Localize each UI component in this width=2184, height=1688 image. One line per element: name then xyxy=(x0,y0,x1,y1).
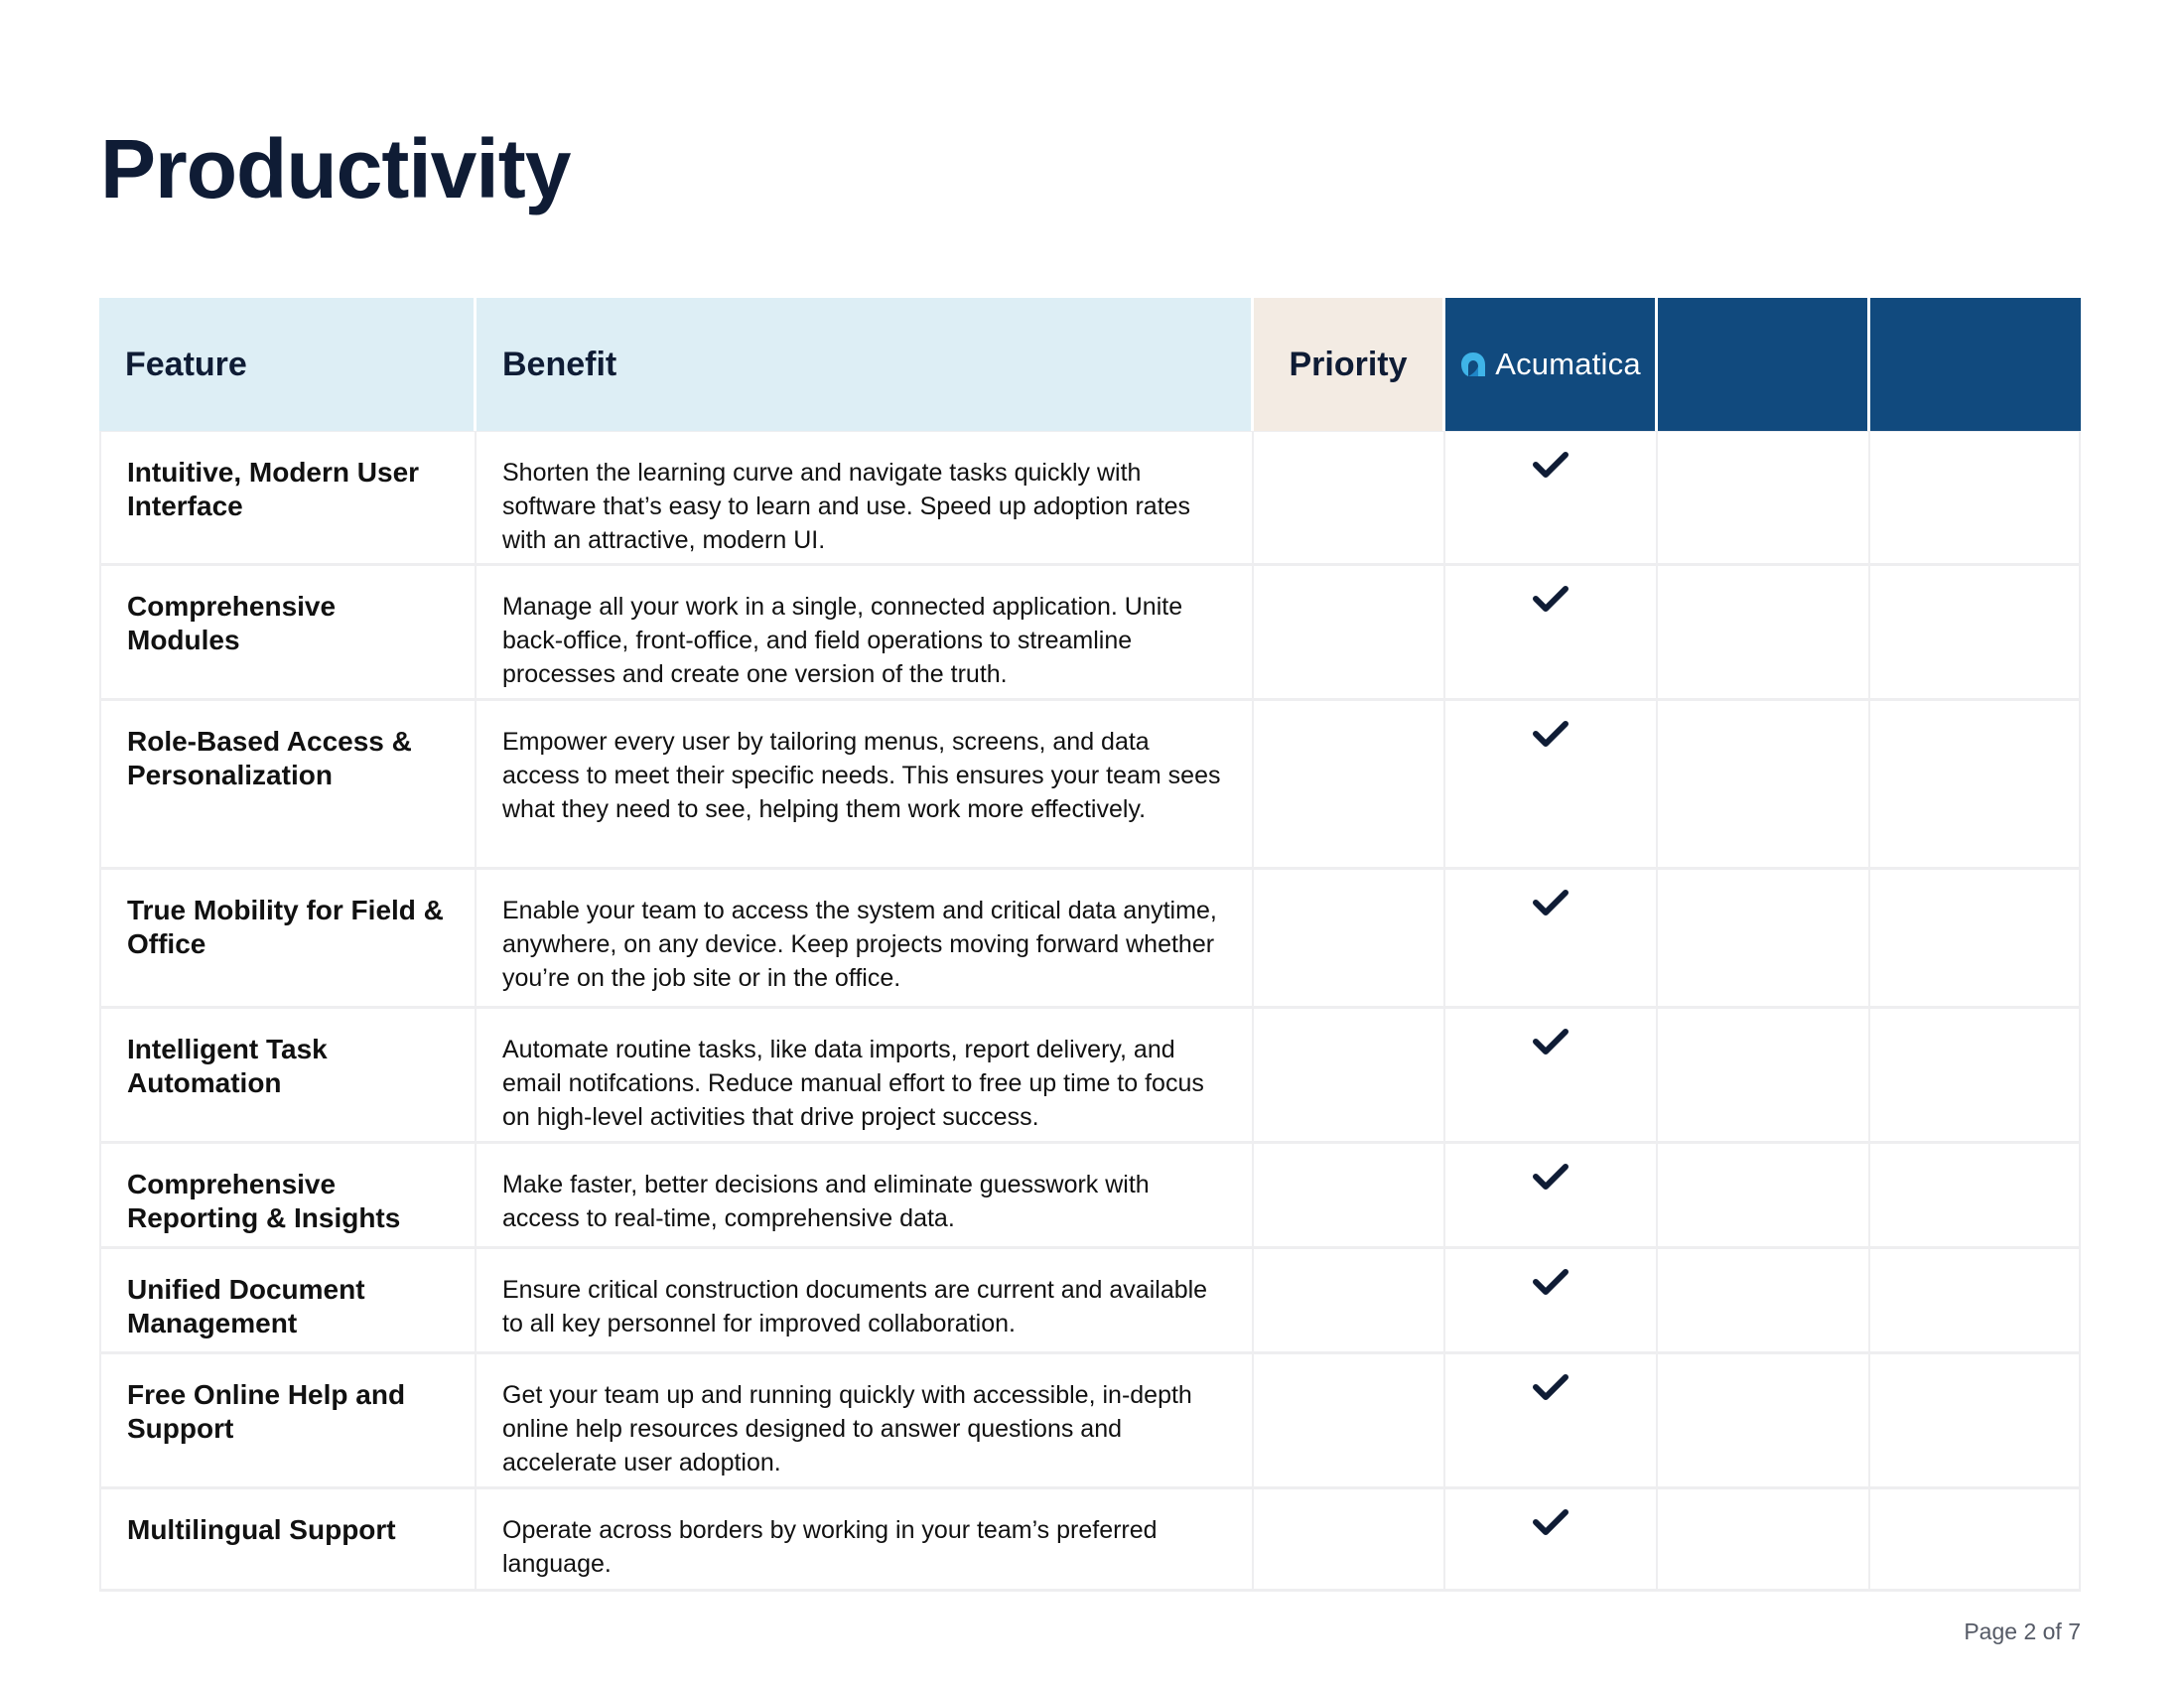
vendor-2-cell[interactable] xyxy=(1658,870,1870,1009)
table-row xyxy=(99,1354,2081,1489)
header-priority: Priority xyxy=(1254,298,1445,431)
priority-cell[interactable] xyxy=(1254,1144,1445,1249)
acumatica-cell xyxy=(1445,1489,1658,1592)
header-vendor-2 xyxy=(1658,298,1870,431)
vendor-3-cell[interactable] xyxy=(1870,1249,2081,1354)
table-row xyxy=(99,1249,2081,1354)
check-icon xyxy=(1532,888,1570,917)
vendor-2-cell[interactable] xyxy=(1658,1354,1870,1489)
acumatica-logo-icon xyxy=(1459,351,1487,378)
feature-cell: Multilingual Support xyxy=(99,1489,477,1592)
acumatica-cell xyxy=(1445,1144,1658,1249)
priority-cell[interactable] xyxy=(1254,701,1445,870)
page-number: Page 2 of 7 xyxy=(1964,1618,2081,1644)
feature-cell: Unified Document Management xyxy=(99,1249,477,1354)
acumatica-logo-text: Acumatica xyxy=(1495,347,1641,381)
priority-cell[interactable] xyxy=(1254,566,1445,701)
check-icon xyxy=(1532,1162,1570,1192)
feature-cell: Comprehensive Reporting & Insights xyxy=(99,1144,477,1249)
check-icon xyxy=(1532,1027,1570,1056)
vendor-2-cell[interactable] xyxy=(1658,431,1870,566)
table-row xyxy=(99,1009,2081,1144)
vendor-3-cell[interactable] xyxy=(1870,1009,2081,1144)
table-row xyxy=(99,431,2081,566)
feature-cell: Comprehensive Modules xyxy=(99,566,477,701)
table-row xyxy=(99,701,2081,870)
benefit-cell: Automate routine tasks, like data imports, report delivery, and email notifcations. Reduce manual effort to free up time to focus on high-level activities that drive project success. xyxy=(477,1009,1254,1144)
header-vendor-3 xyxy=(1870,298,2081,431)
page-title: Productivity xyxy=(100,122,571,215)
header-benefit: Benefit xyxy=(477,298,1254,431)
header-feature: Feature xyxy=(99,298,477,431)
priority-cell[interactable] xyxy=(1254,1489,1445,1592)
benefit-cell: Enable your team to access the system and critical data anytime, anywhere, on any device. Keep projects moving forward whether you’re on the job site or in the office. xyxy=(477,870,1254,1009)
table-header-row xyxy=(99,298,2081,431)
feature-comparison-table xyxy=(99,298,2081,1592)
feature-cell: Free Online Help and Support xyxy=(99,1354,477,1489)
check-icon xyxy=(1532,1267,1570,1297)
acumatica-cell xyxy=(1445,431,1658,566)
vendor-3-cell[interactable] xyxy=(1870,566,2081,701)
check-icon xyxy=(1532,584,1570,614)
feature-cell: True Mobility for Field & Office xyxy=(99,870,477,1009)
priority-cell[interactable] xyxy=(1254,1354,1445,1489)
vendor-3-cell[interactable] xyxy=(1870,1489,2081,1592)
vendor-2-cell[interactable] xyxy=(1658,1144,1870,1249)
acumatica-cell xyxy=(1445,1249,1658,1354)
priority-cell[interactable] xyxy=(1254,1249,1445,1354)
benefit-cell: Shorten the learning curve and navigate tasks quickly with software that’s easy to learn and use. Speed up adoption rates with an attractive, modern UI. xyxy=(477,431,1254,566)
priority-cell[interactable] xyxy=(1254,1009,1445,1144)
vendor-2-cell[interactable] xyxy=(1658,1009,1870,1144)
check-icon xyxy=(1532,450,1570,480)
vendor-2-cell[interactable] xyxy=(1658,566,1870,701)
benefit-cell: Get your team up and running quickly with accessible, in-depth online help resources designed to answer questions and accelerate user adoption. xyxy=(477,1354,1254,1489)
check-icon xyxy=(1532,1372,1570,1402)
benefit-cell: Empower every user by tailoring menus, screens, and data access to meet their specific needs. This ensures your team sees what they need to see, helping them work more effectively. xyxy=(477,701,1254,870)
priority-cell[interactable] xyxy=(1254,870,1445,1009)
benefit-cell: Ensure critical construction documents are current and available to all key personnel for improved collaboration. xyxy=(477,1249,1254,1354)
vendor-3-cell[interactable] xyxy=(1870,701,2081,870)
vendor-2-cell[interactable] xyxy=(1658,701,1870,870)
benefit-cell: Manage all your work in a single, connected application. Unite back-office, front-office, and field operations to streamline processes and create one version of the truth. xyxy=(477,566,1254,701)
feature-cell: Role-Based Access & Personalization xyxy=(99,701,477,870)
benefit-cell: Operate across borders by working in your team’s preferred language. xyxy=(477,1489,1254,1592)
priority-cell[interactable] xyxy=(1254,431,1445,566)
vendor-3-cell[interactable] xyxy=(1870,431,2081,566)
acumatica-cell xyxy=(1445,1354,1658,1489)
benefit-cell: Make faster, better decisions and eliminate guesswork with access to real-time, comprehensive data. xyxy=(477,1144,1254,1249)
vendor-2-cell[interactable] xyxy=(1658,1489,1870,1592)
vendor-3-cell[interactable] xyxy=(1870,1354,2081,1489)
acumatica-cell xyxy=(1445,701,1658,870)
table-row xyxy=(99,1489,2081,1592)
table-row xyxy=(99,566,2081,701)
feature-cell: Intuitive, Modern User Interface xyxy=(99,431,477,566)
table-row xyxy=(99,1144,2081,1249)
vendor-3-cell[interactable] xyxy=(1870,1144,2081,1249)
table-row xyxy=(99,870,2081,1009)
check-icon xyxy=(1532,1507,1570,1537)
acumatica-logo xyxy=(1445,347,1655,382)
check-icon xyxy=(1532,719,1570,749)
vendor-3-cell[interactable] xyxy=(1870,870,2081,1009)
vendor-2-cell[interactable] xyxy=(1658,1249,1870,1354)
acumatica-cell xyxy=(1445,870,1658,1009)
header-vendor-acumatica xyxy=(1445,298,1658,431)
acumatica-cell xyxy=(1445,1009,1658,1144)
acumatica-cell xyxy=(1445,566,1658,701)
feature-cell: Intelligent Task Automation xyxy=(99,1009,477,1144)
